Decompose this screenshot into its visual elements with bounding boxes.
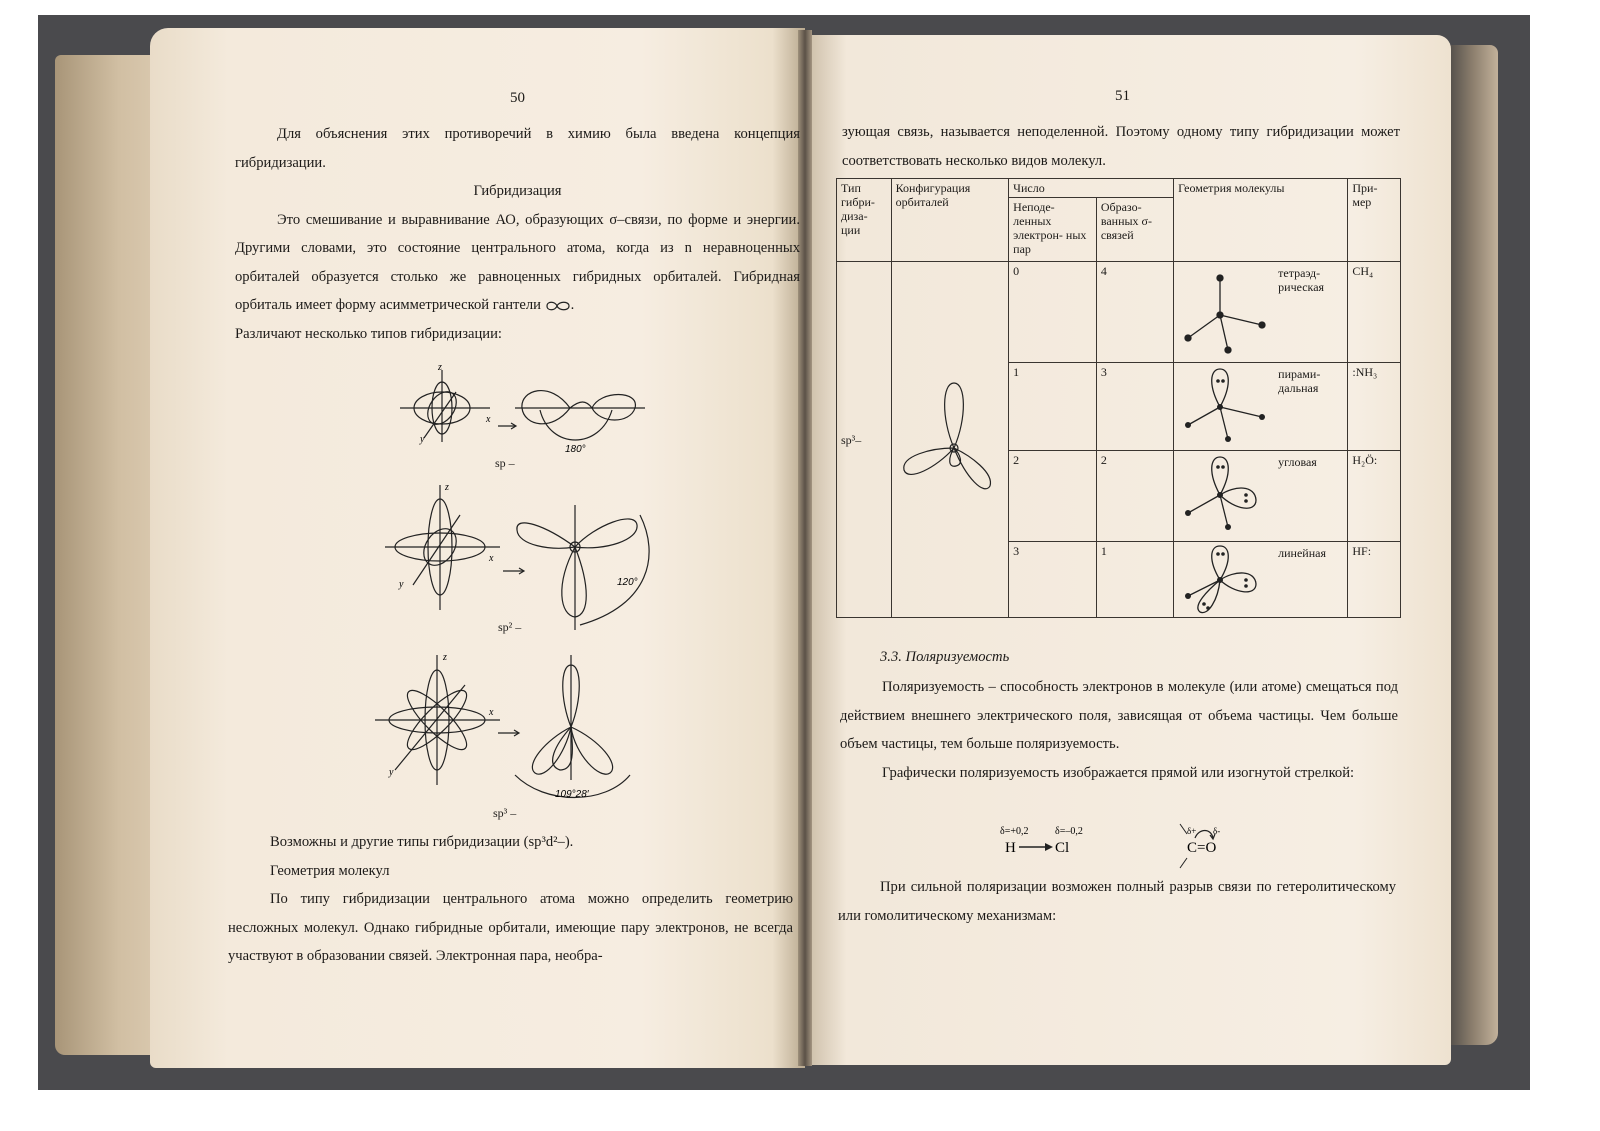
sp-label: sp – [495, 456, 515, 470]
hybridization-table [836, 178, 1401, 618]
geometry-cell [1174, 541, 1348, 617]
h-symbol: H [1005, 840, 1016, 856]
axis-z-label: z [438, 362, 442, 373]
other-types-line: Возможны и другие типы гибридизации (sp³d²–). [270, 834, 574, 850]
right-text-middle [840, 673, 1398, 787]
hcl-polarization-figure [995, 822, 1095, 862]
left-text-bottom [228, 828, 793, 971]
geometry-label: линейная [1278, 545, 1326, 560]
sp2-label: sp² – [498, 620, 522, 634]
dumbbell-icon [545, 300, 571, 312]
co-formula: C=O [1187, 840, 1217, 856]
tetrahedral-icon [1180, 270, 1270, 355]
delta-plus-label: δ=+0,2 [1000, 826, 1029, 837]
orbital-config-cell [891, 262, 1009, 618]
axis-y-label: y [389, 767, 394, 778]
axis-z-label: z [443, 652, 447, 663]
table-row [837, 262, 1401, 362]
header-type: Тип гибри- диза- ции [837, 179, 892, 262]
page-number-left: 50 [510, 90, 525, 106]
lone-pairs-cell: 2 [1009, 451, 1097, 541]
hybrid-type-cell: sp³– [837, 262, 892, 618]
sp2-hybridization-figure [385, 482, 655, 635]
geometry-heading: Геометрия молекул [270, 862, 390, 879]
hybridization-heading: Гибридизация [473, 183, 562, 199]
left-text-top [235, 120, 800, 348]
header-example: При- мер [1348, 179, 1401, 262]
axis-z-label: z [445, 482, 449, 493]
example-cell: :NH₃ [1348, 362, 1401, 450]
polarizability-paragraph: Поляризуемость – способность электронов в молекуле (или атоме) смещаться под действием внешнего электрического поля, зависящая от объема частицы. Чем больше объем частицы, тем больше поляризуемость. [840, 679, 1398, 752]
lone-pairs-cell: 1 [1009, 362, 1097, 450]
header-geometry: Геометрия молекулы [1174, 179, 1348, 262]
sp3-hybridization-figure [375, 652, 655, 815]
geometry-cell [1174, 451, 1348, 541]
right-text-bottom [838, 873, 1396, 930]
angle-label: 109°28′ [555, 789, 589, 800]
section-heading: 3.3. Поляризуемость [880, 649, 1010, 665]
continuation-paragraph: зующая связь, называется неподеленной. Поэтому одному типу гибридизации может соответствовать несколько видов молекул. [842, 124, 1400, 169]
geometry-cell [1174, 262, 1348, 362]
delta-minus-label: δ- [1213, 826, 1221, 836]
angle-label: 180° [565, 444, 586, 455]
axis-x-label: x [489, 553, 494, 564]
right-text-top [842, 118, 1400, 175]
delta-minus-label: δ=–0,2 [1055, 826, 1083, 837]
sigma-bonds-cell: 2 [1096, 451, 1173, 541]
geometry-label: тетраэд- рическая [1278, 266, 1325, 295]
final-paragraph: При сильной поляризации возможен полный разрыв связи по гетеролитическому или гомолитическому механизмам: [838, 879, 1396, 924]
sp-hybridization-figure [390, 360, 660, 470]
geometry-label: пирами- дальная [1278, 366, 1321, 395]
linear-icon [1180, 544, 1270, 618]
pyramidal-icon [1180, 367, 1270, 447]
sp3-orbital-icon [896, 378, 996, 498]
sigma-bonds-cell: 1 [1096, 541, 1173, 617]
geometry-label: угловая [1278, 455, 1317, 470]
angle-label: 120° [617, 577, 638, 588]
lone-pairs-cell: 0 [1009, 262, 1097, 362]
delta-plus-label: δ+ [1187, 826, 1197, 836]
page-number-right: 51 [1115, 88, 1130, 104]
geometry-cell [1174, 362, 1348, 450]
sigma-bonds-cell: 3 [1096, 362, 1173, 450]
definition-text: Это смешивание и выравнивание АО, образующих σ–связи, по форме и энергии. Другими словами, это состояние центрального атома, когда из n неравноценных орбиталей образуется столько же равноценных гибридных орбиталей. Гибридная орбиталь имеет форму асимметрической гантели [235, 211, 800, 313]
geometry-paragraph: По типу гибридизации центрального атома можно определить геометрию несложных молекул. Однако гибридные орбитали, имеющие пару электронов, не всегда участвуют в образовании связей. Электронная пара, необра- [228, 891, 793, 964]
axis-y-label: y [399, 579, 404, 590]
header-config: Конфигурация орбиталей [891, 179, 1009, 262]
axis-x-label: x [489, 707, 494, 718]
header-lone-pairs: Неподе- ленных электрон- ных пар [1009, 198, 1097, 262]
types-intro: Различают несколько типов гибридизации: [235, 325, 502, 342]
angular-icon [1180, 455, 1270, 535]
book-gutter [798, 30, 812, 1066]
cl-symbol: Cl [1055, 840, 1070, 856]
sp3-label: sp³ – [493, 806, 517, 820]
graphic-paragraph: Графически поляризуемость изображается прямой или изогнутой стрелкой: [882, 764, 1355, 781]
example-cell: HF: [1348, 541, 1401, 617]
axis-x-label: x [486, 414, 491, 425]
example-cell: H₂Ö: [1348, 451, 1401, 541]
axis-y-label: y [420, 434, 425, 445]
header-number: Число [1009, 179, 1174, 198]
sigma-bonds-cell: 4 [1096, 262, 1173, 362]
co-polarization-figure [1175, 820, 1245, 870]
example-cell: CH₄ [1348, 262, 1401, 362]
definition-paragraph: Это смешивание и выравнивание АО, образующих σ–связи, по форме и энергии. Другими словами, это состояние центрального атома, когда из n неравноценных орбиталей образуется столько же равноценных гибридных орбиталей. Гибридная орбиталь имеет форму асимметрической гантели . [235, 211, 800, 313]
header-sigma-bonds: Образо- ванных σ- связей [1096, 198, 1173, 262]
intro-paragraph: Для объяснения этих противоречий в химию была введена концепция гибридизации. [235, 126, 800, 171]
lone-pairs-cell: 3 [1009, 541, 1097, 617]
